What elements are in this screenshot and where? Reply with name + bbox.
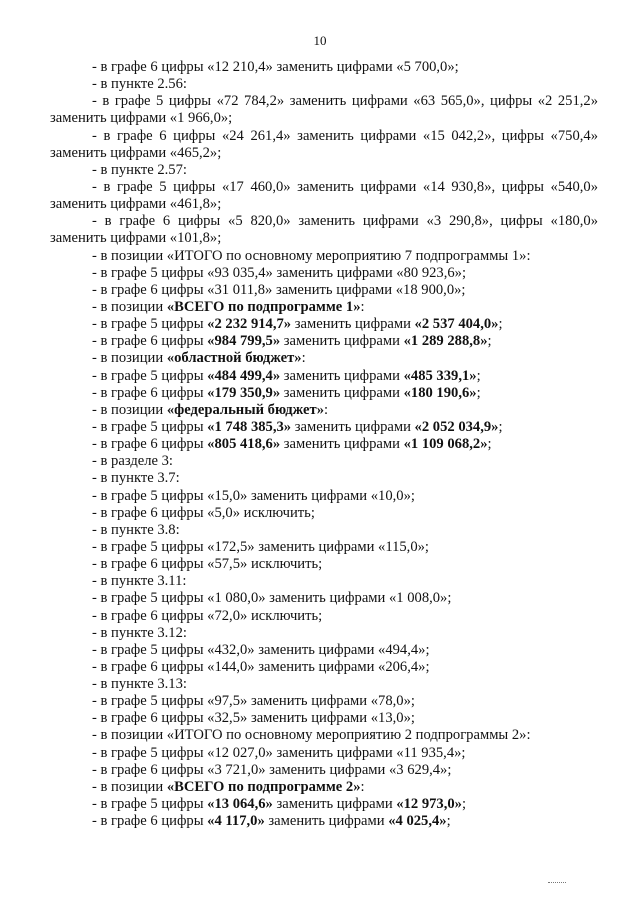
line-text: ; <box>487 333 492 350</box>
line-text: - в графе 5 цифры <box>92 418 208 435</box>
line-text: - в графе 6 цифры <box>92 436 208 453</box>
bold-text: «484 499,4» <box>207 367 281 384</box>
line-text: : <box>360 778 365 795</box>
line-text: - в графе 6 цифры «144,0» заменить цифрами «206,4»; <box>92 658 430 675</box>
line-text: - в графе 6 цифры «57,5» исключить; <box>92 556 323 573</box>
bold-text: «2 537 404,0» <box>414 316 499 333</box>
line-text: заменить цифрами <box>280 333 404 350</box>
amendment-line <box>50 488 598 505</box>
item-heading <box>50 625 598 642</box>
amendment-line-continuation <box>50 145 598 162</box>
line-text: - в графе 5 цифры «17 460,0» заменить цифрами «14 930,8», цифры «540,0» <box>92 178 598 195</box>
line-text: - в графе 6 цифры «72,0» исключить; <box>92 607 323 624</box>
line-text: ; <box>476 367 481 384</box>
line-text: - в пункте 3.7: <box>92 470 180 487</box>
line-text: - в графе 6 цифры «5,0» исключить; <box>92 504 315 521</box>
amendment-line <box>50 642 598 659</box>
line-text: - в позиции «ИТОГО по основному мероприятию 7 подпрограммы 1»: <box>92 247 531 264</box>
line-text: заменить цифрами <box>280 436 404 453</box>
bold-text: «2 052 034,9» <box>414 418 499 435</box>
bold-text: «ВСЕГО по подпрограмме 2» <box>166 778 361 795</box>
line-text: - в пункте 3.12: <box>92 624 187 641</box>
bold-text: «805 418,6» <box>207 436 281 453</box>
line-text: : <box>360 298 365 315</box>
amendment-line <box>50 282 598 299</box>
scan-artifact <box>548 882 566 886</box>
line-text: : <box>324 401 329 418</box>
bold-text: «13 064,6» <box>207 796 273 813</box>
line-text: - в пункте 3.8: <box>92 521 180 538</box>
line-text: ; <box>476 384 481 401</box>
bold-text: «984 799,5» <box>207 333 281 350</box>
bold-text: «1 289 288,8» <box>403 333 488 350</box>
amendment-line-continuation <box>50 110 598 127</box>
line-text: - в графе 6 цифры <box>92 333 208 350</box>
line-text: - в графе 5 цифры <box>92 316 208 333</box>
amendment-line <box>50 659 598 676</box>
line-text: - в позиции <box>92 401 167 418</box>
line-text: ; <box>498 316 503 333</box>
amendment-line <box>50 179 598 196</box>
position-heading <box>50 248 598 265</box>
amendment-line <box>50 710 598 727</box>
line-text: заменить цифрами «101,8»; <box>50 230 222 247</box>
line-text: - в графе 5 цифры <box>92 796 208 813</box>
item-heading <box>50 522 598 539</box>
item-heading <box>50 470 598 487</box>
amendment-line <box>50 213 598 230</box>
amendment-line <box>50 796 598 813</box>
section-heading <box>50 453 598 470</box>
line-text: - в пункте 3.11: <box>92 573 187 590</box>
line-text: ; <box>446 813 451 830</box>
amendment-line <box>50 539 598 556</box>
amendment-line <box>50 813 598 830</box>
line-text: - в графе 5 цифры «93 035,4» заменить цифрами «80 923,6»; <box>92 264 467 281</box>
page-number: 10 <box>313 33 327 48</box>
line-text: - в разделе 3: <box>92 453 173 470</box>
item-heading <box>50 573 598 590</box>
line-text: заменить цифрами «1 966,0»; <box>50 110 233 127</box>
line-text: - в позиции <box>92 350 167 367</box>
amendment-line <box>50 265 598 282</box>
amendment-line <box>50 385 598 402</box>
bold-text: «федеральный бюджет» <box>166 401 324 418</box>
document-body <box>50 59 598 830</box>
amendment-line <box>50 693 598 710</box>
position-heading <box>50 402 598 419</box>
amendment-line <box>50 762 598 779</box>
amendment-line-continuation <box>50 230 598 247</box>
bold-text: «179 350,9» <box>207 384 281 401</box>
line-text: заменить цифрами «461,8»; <box>50 196 222 213</box>
bold-text: «2 232 914,7» <box>207 316 292 333</box>
line-text: - в графе 5 цифры «97,5» заменить цифрами «78,0»; <box>92 693 415 710</box>
item-heading <box>50 676 598 693</box>
line-text: - в графе 5 цифры <box>92 367 208 384</box>
amendment-line <box>50 590 598 607</box>
line-text: - в позиции «ИТОГО по основному мероприятию 2 подпрограммы 2»: <box>92 727 531 744</box>
position-heading <box>50 350 598 367</box>
line-text: - в пункте 3.13: <box>92 676 187 693</box>
line-text: - в графе 6 цифры «12 210,4» заменить цифрами «5 700,0»; <box>92 59 459 75</box>
amendment-line <box>50 419 598 436</box>
amendment-line <box>50 556 598 573</box>
bold-text: «12 973,0» <box>396 796 462 813</box>
line-text: заменить цифрами <box>280 367 404 384</box>
line-text: - в графе 6 цифры «24 261,4» заменить цифрами «15 042,2», цифры «750,4» <box>92 127 598 144</box>
line-text: ; <box>461 796 467 813</box>
bold-text: «1 748 385,3» <box>207 418 292 435</box>
line-text: - в графе 5 цифры «432,0» заменить цифрами «494,4»; <box>92 641 430 658</box>
line-text: заменить цифрами «465,2»; <box>50 144 222 161</box>
amendment-line <box>50 436 598 453</box>
position-heading <box>50 299 598 316</box>
amendment-line <box>50 128 598 145</box>
line-text: - в графе 5 цифры «12 027,0» заменить цифрами «11 935,4»; <box>92 744 466 761</box>
amendment-line <box>50 608 598 625</box>
line-text: - в графе 6 цифры «32,5» заменить цифрами «13,0»; <box>92 710 415 727</box>
line-text: - в позиции <box>92 298 167 315</box>
bold-text: «1 109 068,2» <box>403 436 488 453</box>
bold-text: «4 025,4» <box>388 813 447 830</box>
line-text: ; <box>498 418 503 435</box>
line-text: - в графе 6 цифры <box>92 384 208 401</box>
line-text: - в графе 6 цифры «3 721,0» заменить цифрами «3 629,4»; <box>92 761 452 778</box>
amendment-line <box>50 745 598 762</box>
line-text: заменить цифрами <box>272 796 397 813</box>
line-text: - в графе 6 цифры «31 011,8» заменить цифрами «18 900,0»; <box>92 281 466 298</box>
line-text: - в пункте 2.56: <box>92 76 187 93</box>
bold-text: «485 339,1» <box>403 367 477 384</box>
line-text: - в графе 5 цифры «1 080,0» заменить цифрами «1 008,0»; <box>92 590 452 607</box>
line-text: : <box>301 350 306 367</box>
item-heading <box>50 162 598 179</box>
amendment-line <box>50 368 598 385</box>
bold-text: «областной бюджет» <box>166 350 302 367</box>
line-text: заменить цифрами <box>264 813 389 830</box>
line-text: - в графе 6 цифры «5 820,0» заменить цифрами «3 290,8», цифры «180,0» <box>92 213 598 230</box>
amendment-line <box>50 333 598 350</box>
line-text: - в графе 6 цифры <box>92 813 208 830</box>
line-text: ; <box>487 436 492 453</box>
amendment-line-continuation <box>50 196 598 213</box>
line-text: заменить цифрами <box>291 316 415 333</box>
amendment-line <box>50 59 598 76</box>
line-text: - в графе 5 цифры «15,0» заменить цифрами «10,0»; <box>92 487 415 504</box>
position-heading <box>50 727 598 744</box>
amendment-line <box>50 93 598 110</box>
amendment-line <box>50 505 598 522</box>
bold-text: «4 117,0» <box>207 813 265 830</box>
bold-text: «180 190,6» <box>403 384 477 401</box>
line-text: заменить цифрами <box>280 384 404 401</box>
item-heading <box>50 76 598 93</box>
line-text: заменить цифрами <box>291 418 415 435</box>
line-text: - в графе 5 цифры «172,5» заменить цифрами «115,0»; <box>92 538 429 555</box>
position-heading <box>50 779 598 796</box>
bold-text: «ВСЕГО по подпрограмме 1» <box>166 298 361 315</box>
amendment-line <box>50 316 598 333</box>
line-text: - в позиции <box>92 778 167 795</box>
line-text: - в пункте 2.57: <box>92 161 187 178</box>
line-text: - в графе 5 цифры «72 784,2» заменить цифрами «63 565,0», цифры «2 251,2» <box>92 93 598 110</box>
